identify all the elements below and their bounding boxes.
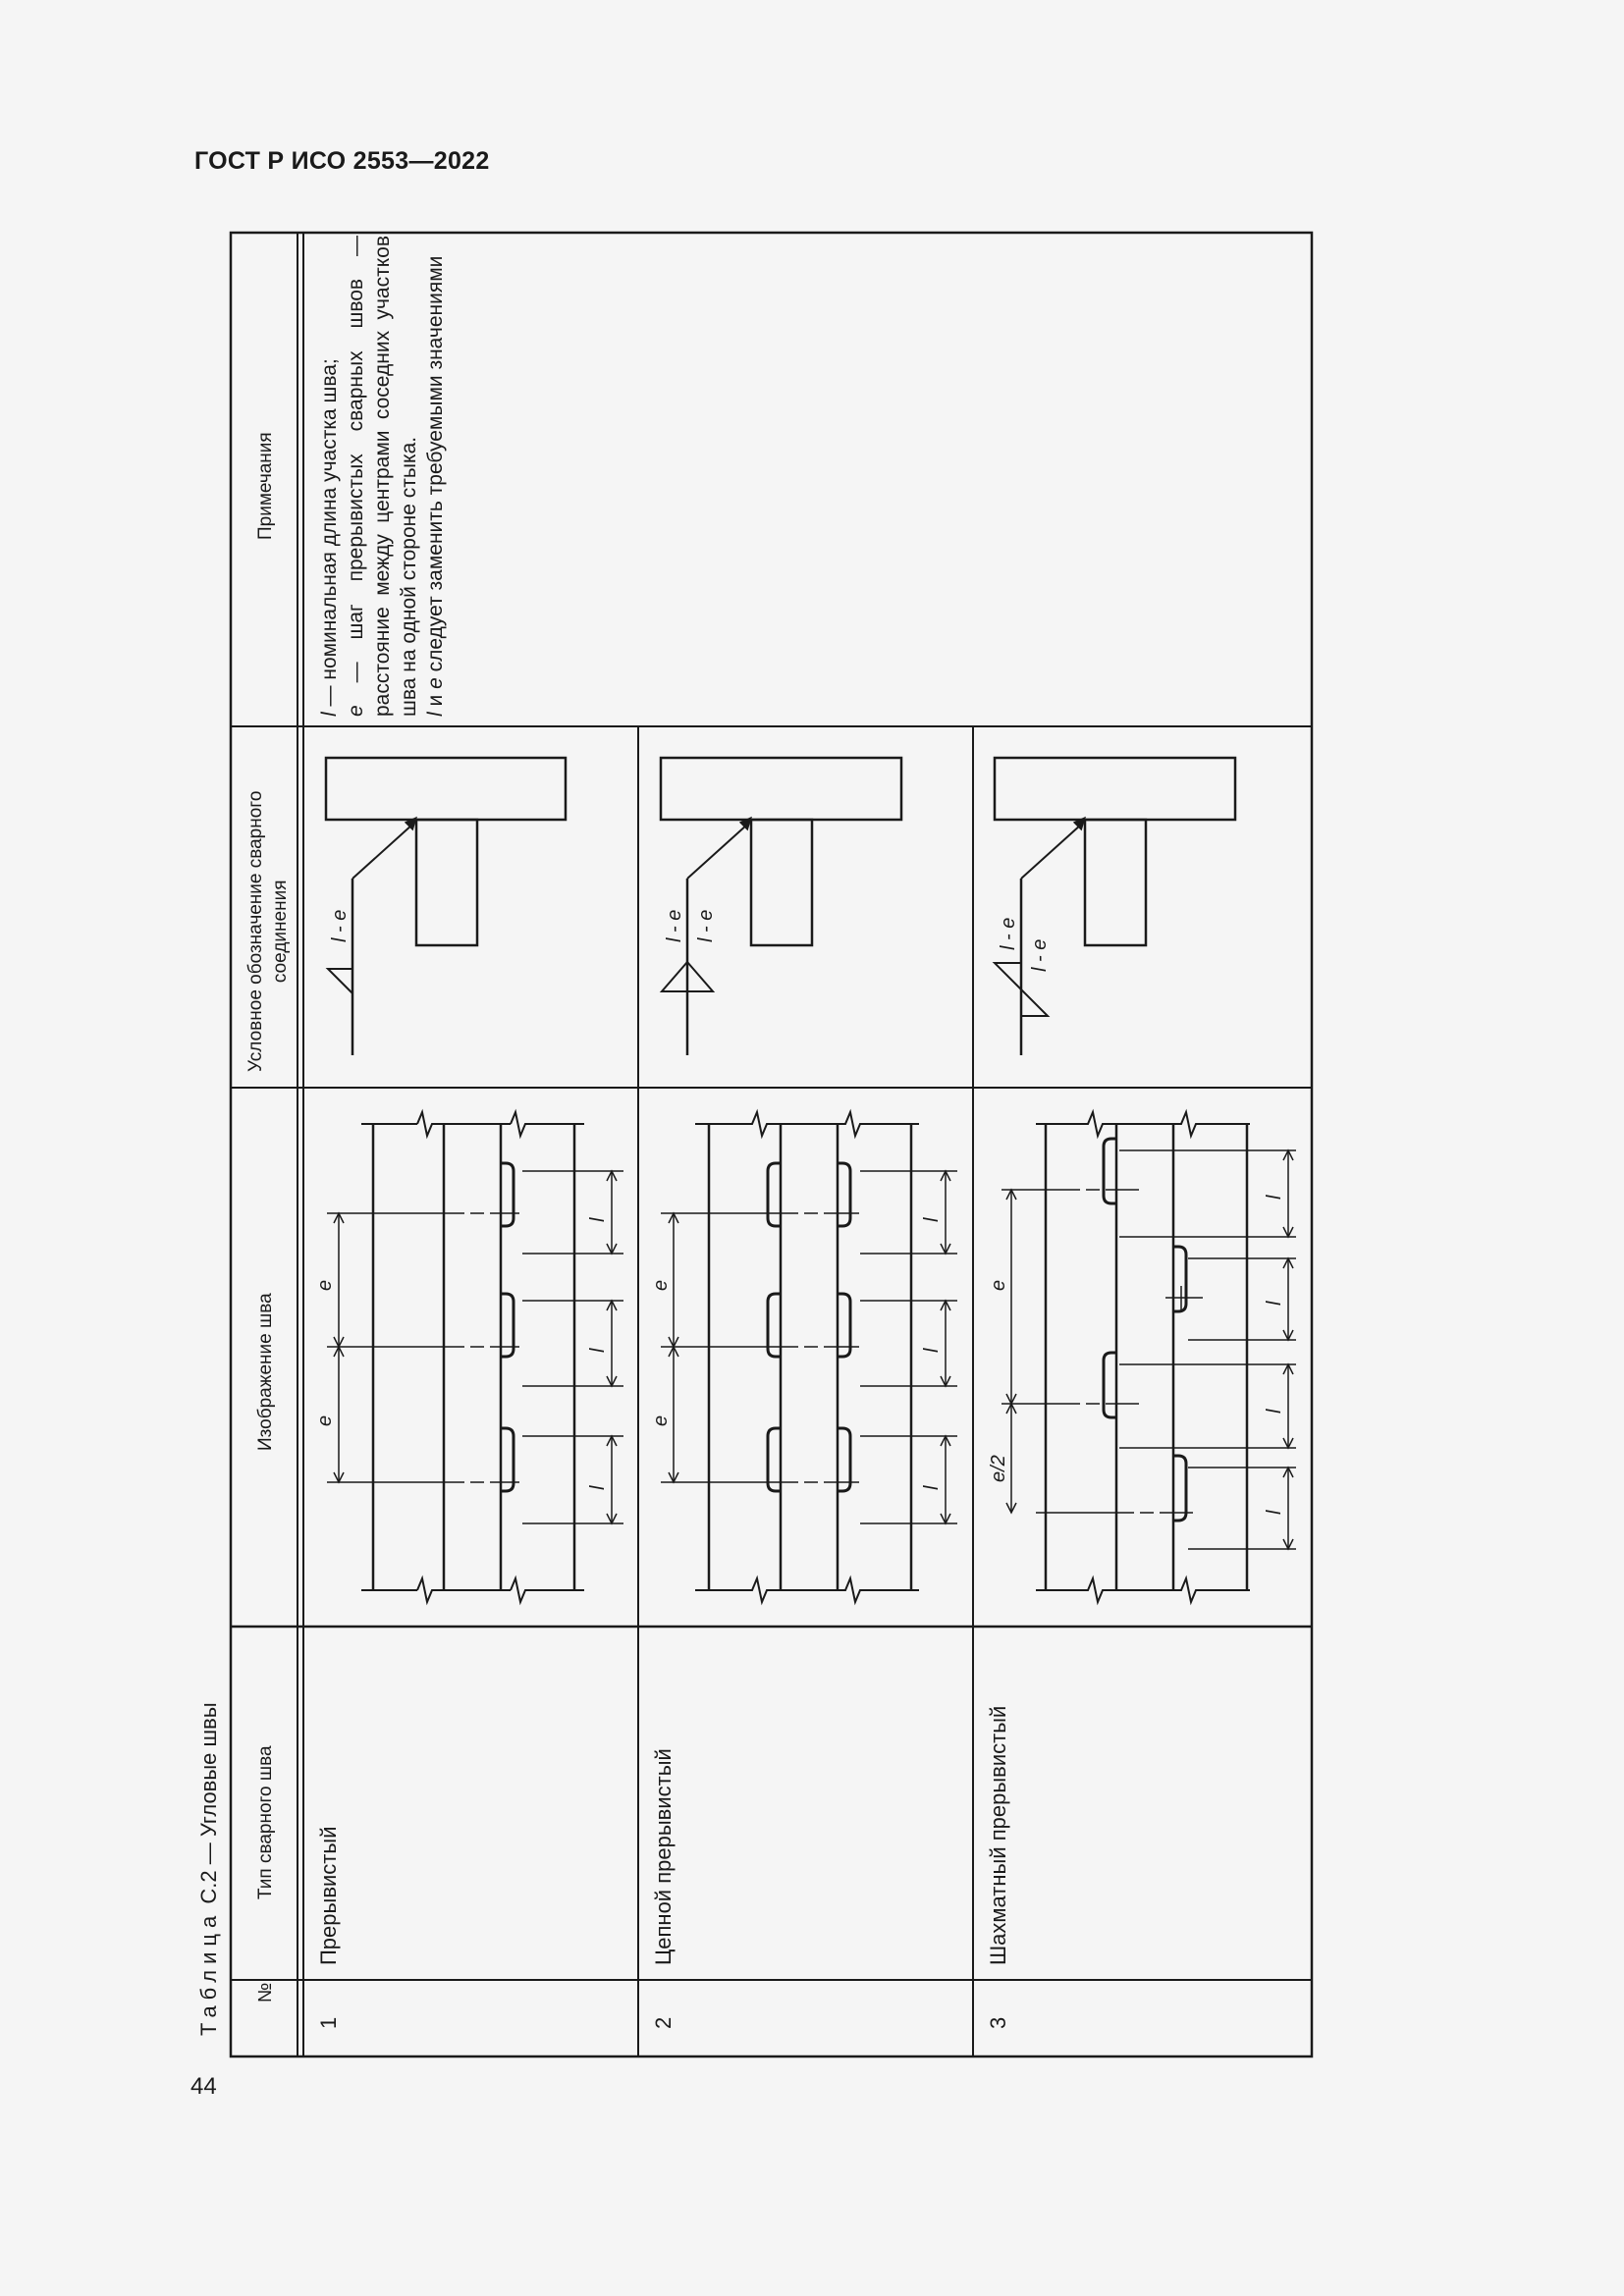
weld-symbol-1 xyxy=(326,758,566,1055)
header-notes: Примечания xyxy=(255,432,276,540)
row-2-num: 2 xyxy=(651,2016,676,2029)
header-num: № xyxy=(255,1982,276,2002)
label-l-1a: l xyxy=(587,1217,609,1222)
label-l-3d: l xyxy=(1264,1510,1285,1515)
label-l-1b: l xyxy=(587,1348,609,1353)
weld-drawing-1 xyxy=(327,1112,623,1602)
label-l-2c: l xyxy=(921,1485,943,1490)
notes-sym-l: l xyxy=(318,712,341,717)
label-le-3a: l - e xyxy=(998,917,1019,950)
notes-sym-e2: e xyxy=(424,677,447,689)
weld-drawing-3 xyxy=(1001,1112,1296,1602)
weld-drawing-2 xyxy=(661,1112,957,1602)
label-le-2b: l - e xyxy=(695,909,717,942)
header-symbol-line2: соединения xyxy=(270,880,291,984)
row-1-num: 1 xyxy=(316,2016,341,2029)
label-e-1a: e xyxy=(314,1279,336,1291)
caption-prefix: Таблица xyxy=(196,1909,221,2036)
header-symbol-line1: Условное обозначение сварного xyxy=(245,790,266,1072)
label-e-2b: e xyxy=(650,1415,672,1426)
label-e-2a: e xyxy=(650,1279,672,1291)
label-l-3c: l xyxy=(1264,1409,1285,1414)
label-l-2a: l xyxy=(921,1217,943,1222)
page-number: 44 xyxy=(190,2073,217,2100)
notes-text xyxy=(316,236,449,717)
notes-line-2: — шаг прерывистых сварных швов — расстояние между центрами соседних участков шва на одной стороне стыка. xyxy=(345,236,420,717)
label-le-1: l - e xyxy=(329,909,351,942)
label-e-1b: e xyxy=(314,1415,336,1426)
label-le-3b: l - e xyxy=(1029,938,1051,972)
label-e-3: e xyxy=(988,1279,1009,1291)
row-1-type: Прерывистый xyxy=(316,1826,341,1965)
row-3-type: Шахматный прерывистый xyxy=(986,1705,1010,1965)
notes-line-1: — номинальная длина участка шва; xyxy=(318,358,341,713)
header-image: Изображение шва xyxy=(255,1293,276,1451)
notes-sym-l2: l xyxy=(424,712,447,717)
label-le-2a: l - e xyxy=(664,909,685,942)
header-type: Тип сварного шва xyxy=(255,1745,276,1899)
label-e-half-3: e/2 xyxy=(988,1455,1009,1482)
row-3-num: 3 xyxy=(986,2016,1010,2029)
caption-title: С.2 — Угловые швы xyxy=(196,1702,221,1910)
notes-line-3-mid: и xyxy=(424,688,447,713)
label-l-1c: l xyxy=(587,1485,609,1490)
label-l-3a: l xyxy=(1264,1195,1285,1200)
notes-line-3: следует заменить требуемыми значениями xyxy=(424,255,447,678)
row-2-type: Цепной прерывистый xyxy=(651,1748,676,1965)
label-l-2b: l xyxy=(921,1348,943,1353)
document-header: ГОСТ Р ИСО 2553—2022 xyxy=(194,147,490,175)
notes-sym-e: e xyxy=(345,705,367,717)
weld-symbol-2 xyxy=(661,758,901,1055)
header-symbol xyxy=(244,791,293,1072)
label-l-3b: l xyxy=(1264,1301,1285,1306)
weld-symbol-3 xyxy=(995,758,1235,1055)
